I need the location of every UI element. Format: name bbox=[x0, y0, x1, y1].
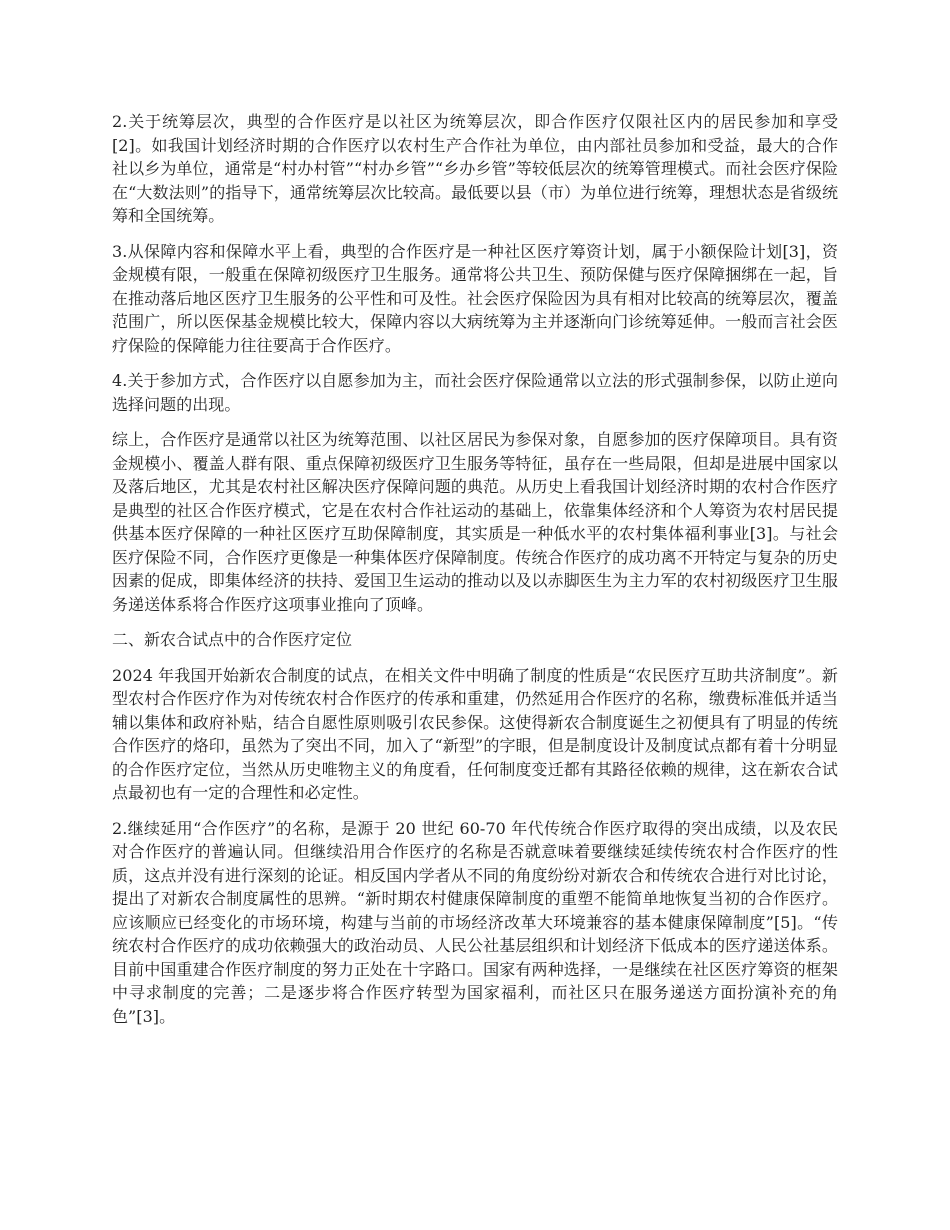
paragraph-name-continuation: 2.继续延用“合作医疗”的名称，是源于 20 世纪 60-70 年代传统合作医疗取得的突出成绩，以及农民对合作医疗的普遍认同。但继续沿用合作医疗的名称是否就意味着要继续延续传统农村合作医疗的性质，这点并没有进行深刻的论证。相反国内学者从不同的角度纷纷对新农合和传统农合进行对比讨论，提出了对新农合制度属性的思辨。“新时期农村健康保障制度的重塑不能简单地恢复当初的合作医疗。应该顺应已经变化的市场环境，构建与当前的市场经济改革大环境兼容的基本健康保障制度”[5]。“传统农村合作医疗的成功依赖强大的政治动员、人民公社基层组织和计划经济下低成本的医疗递送体系。目前中国重建合作医疗制度的努力正处在十字路口。国家有两种选择，一是继续在社区医疗筹资的框架中寻求制度的完善；二是逐步将合作医疗转型为国家福利，而社区只在服务递送方面扮演补充的角色”[3]。 bbox=[112, 818, 838, 1026]
paragraph-participation-mode: 4.关于参加方式，合作医疗以自愿参加为主，而社会医疗保险通常以立法的形式强制参保，以防止逆向选择问题的出现。 bbox=[112, 371, 838, 414]
paragraph-pooling-level: 2.关于统筹层次，典型的合作医疗是以社区为统筹层次，即合作医疗仅限社区内的居民参加和享受[2]。如我国计划经济时期的合作医疗以农村生产合作社为单位，由内部社员参加和受益，最大的合作社以乡为单位，通常是“村办村管”“村办乡管”“乡办乡管”等较低层次的统筹管理模式。而社会医疗保险在“大数法则”的指导下，通常统筹层次比较高。最低要以县（市）为单位进行统筹，理想状态是省级统筹和全国统筹。 bbox=[112, 112, 838, 225]
paragraph-ncms-pilot: 2024 年我国开始新农合制度的试点，在相关文件中明确了制度的性质是“农民医疗互助共济制度”。新型农村合作医疗作为对传统农村合作医疗的传承和重建，仍然延用合作医疗的名称，缴费标准低并适当辅以集体和政府补贴，结合自愿性原则吸引农民参保。这使得新农合制度诞生之初便具有了明显的传统合作医疗的烙印，虽然为了突出不同，加入了“新型”的字眼，但是制度设计及制度试点都有着十分明显的合作医疗定位，当然从历史唯物主义的角度看，任何制度变迁都有其路径依赖的规律，这在新农合试点最初也有一定的合理性和必定性。 bbox=[112, 665, 838, 802]
paragraph-coverage-content: 3.从保障内容和保障水平上看，典型的合作医疗是一种社区医疗筹资计划，属于小额保险计划[3]，资金规模有限，一般重在保障初级医疗卫生服务。通常将公共卫生、预防保健与医疗保障捆绑在一起，旨在推动落后地区医疗卫生服务的公平性和可及性。社会医疗保险因为具有相对比较高的统筹层次，覆盖范围广，所以医保基金规模比较大，保障内容以大病统筹为主并逐渐向门诊统筹延伸。一般而言社会医疗保险的保障能力往往要高于合作医疗。 bbox=[112, 241, 838, 355]
paragraph-summary: 综上，合作医疗是通常以社区为统筹范围、以社区居民为参保对象，自愿参加的医疗保障项目。具有资金规模小、覆盖人群有限、重点保障初级医疗卫生服务等特征，虽存在一些局限，但却是进展中国家以及落后地区，尤其是农村社区解决医疗保障问题的典范。从历史上看我国计划经济时期的农村合作医疗是典型的社区合作医疗模式，它是在农村合作社运动的基础上，依靠集体经济和个人筹资为农村居民提供基本医疗保障的一种社区医疗互助保障制度，其实质是一种低水平的农村集体福利事业[3]。与社会医疗保险不同，合作医疗更像是一种集体医疗保障制度。传统合作医疗的成功离不开特定与复杂的历史因素的促成，即集体经济的扶持、爱国卫生运动的推动以及以赤脚医生为主力军的农村初级医疗卫生服务递送体系将合作医疗这项事业推向了顶峰。 bbox=[112, 430, 838, 614]
section-heading: 二、新农合试点中的合作医疗定位 bbox=[112, 630, 353, 649]
